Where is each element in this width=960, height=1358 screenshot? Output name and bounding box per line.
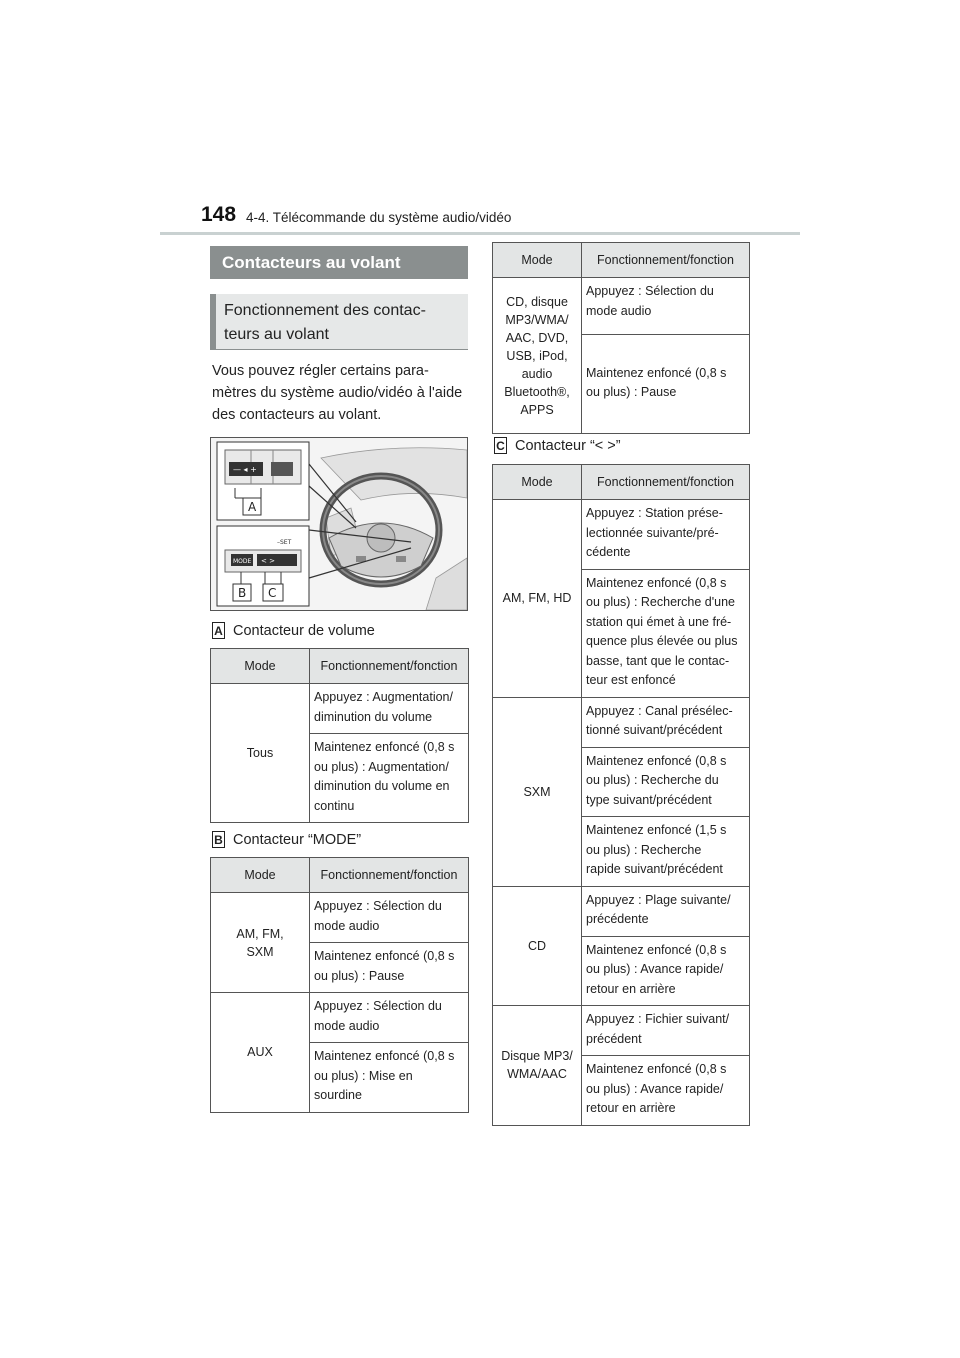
cell-line: précédente xyxy=(586,912,649,926)
cell-line: Appuyez : Sélection du xyxy=(586,284,714,298)
section-title: Contacteurs au volant xyxy=(210,246,468,279)
mode-switch-table-continued xyxy=(492,242,750,434)
cell-line: USB, iPod, xyxy=(506,348,568,363)
table-cell-mode xyxy=(493,1006,582,1126)
table-row xyxy=(211,893,469,943)
cell-line: ou plus) : Augmentation/ xyxy=(314,759,449,774)
cell-line: tionné suivant/précédent xyxy=(586,723,723,737)
table-row xyxy=(493,278,750,335)
header-rule xyxy=(160,232,800,235)
cell-line: Maintenez enfoncé (0,8 s xyxy=(314,949,455,963)
table-cell-mode xyxy=(211,893,310,993)
table-cell-function xyxy=(582,936,750,1006)
table-header-function: Fonctionnement/fonction xyxy=(582,243,750,278)
table-cell-mode xyxy=(493,278,582,434)
cell-line: Appuyez : Sélection du xyxy=(314,899,442,913)
cell-line: Maintenez enfoncé (0,8 s xyxy=(586,365,727,380)
cell-line: lectionnée suivante/pré- xyxy=(586,525,719,540)
table-cell-mode: Tous xyxy=(211,684,310,823)
mode-button-text: MODE xyxy=(233,558,252,565)
table-cell-mode xyxy=(211,993,310,1113)
steering-wheel-drawing xyxy=(211,438,467,610)
table-cell-function xyxy=(310,893,469,943)
cell-line: retour en arrière xyxy=(586,1101,676,1115)
cell-line: AUX xyxy=(247,1045,273,1060)
chapter-title: 4-4. Télécommande du système audio/vidéo xyxy=(246,210,512,225)
table-header-function: Fonctionnement/fonction xyxy=(582,465,750,500)
cell-line: CD xyxy=(527,938,547,953)
cell-line: station qui émet à une fré- xyxy=(586,614,732,629)
table-header-function: Fonctionnement/fonction xyxy=(310,649,469,684)
cell-line: cédente xyxy=(586,545,631,559)
cell-line: Appuyez : Augmentation/ xyxy=(314,690,453,704)
cell-line: audio xyxy=(521,366,553,381)
table-header-mode: Mode xyxy=(493,465,582,500)
cell-line: Appuyez : Station prése- xyxy=(586,506,723,520)
table-cell-function xyxy=(582,1006,750,1056)
caption-volume-switch: Contacteur de volume xyxy=(233,623,375,639)
table-cell-function xyxy=(310,993,469,1043)
table-cell-function xyxy=(582,500,750,570)
caption-tag-c: C xyxy=(494,437,507,454)
cell-line: ou plus) : Avance rapide/ xyxy=(586,1081,724,1096)
caption-tag-b: B xyxy=(212,831,225,848)
mode-switch-table xyxy=(210,857,469,1113)
cell-line: SXM xyxy=(246,944,274,959)
svg-text:— ◂ +: — ◂ + xyxy=(233,465,257,474)
caption-arrow-switch: Contacteur “< >” xyxy=(515,438,621,454)
cell-line: ou plus) : Pause xyxy=(314,968,405,983)
table-cell-function xyxy=(310,943,469,993)
table-header-row xyxy=(493,243,750,278)
cell-line: Maintenez enfoncé (0,8 s xyxy=(314,740,455,754)
caption-tag-a: A xyxy=(212,622,225,639)
cell-line: Disque MP3/ xyxy=(501,1049,573,1064)
cell-line: Maintenez enfoncé (0,8 s xyxy=(586,575,727,590)
cell-line: WMA/AAC xyxy=(507,1067,567,1082)
table-header-row xyxy=(211,649,469,684)
table-cell-mode xyxy=(493,886,582,1006)
subsection-title-line2: teurs au volant xyxy=(224,326,329,343)
table-cell-function xyxy=(582,697,750,747)
table-row xyxy=(493,500,750,570)
table-cell-function xyxy=(582,569,750,697)
cell-line: Maintenez enfoncé (0,8 s xyxy=(314,1049,455,1063)
figure-label-c: C xyxy=(268,586,277,600)
cell-line: mode audio xyxy=(314,918,380,933)
cell-line: basse, tant que le contac- xyxy=(586,653,730,668)
intro-line: Vous pouvez régler certains para- xyxy=(212,363,429,379)
cell-line: Maintenez enfoncé (0,8 s xyxy=(586,942,727,957)
table-row xyxy=(211,993,469,1043)
page-number: 148 xyxy=(201,203,237,226)
intro-line: des contacteurs au volant. xyxy=(212,407,382,423)
table-cell-function xyxy=(582,817,750,887)
set-button-text: –SET xyxy=(277,539,292,546)
cell-line: précédent xyxy=(586,1031,642,1046)
table-cell-function xyxy=(582,747,750,817)
cell-line: SXM xyxy=(523,784,551,799)
cell-line: Appuyez : Canal présélec- xyxy=(586,703,733,718)
table-cell-mode xyxy=(493,697,582,886)
table-cell-function xyxy=(582,886,750,936)
cell-line: mode audio xyxy=(314,1018,380,1033)
subsection-title-line1: Fonctionnement des contac- xyxy=(224,302,426,319)
figure-label-b: B xyxy=(238,586,247,600)
table-row xyxy=(493,1006,750,1056)
svg-text:< >: < > xyxy=(261,557,275,565)
table-row xyxy=(493,886,750,936)
cell-line: Appuyez : Fichier suivant/ xyxy=(586,1012,730,1026)
table-row xyxy=(493,697,750,747)
volume-switch-table xyxy=(210,648,469,823)
cell-line: diminution du volume xyxy=(314,709,433,724)
table-header-row xyxy=(493,465,750,500)
cell-line: ou plus) : Recherche du xyxy=(586,773,719,787)
intro-paragraph xyxy=(212,360,470,426)
table-header-mode: Mode xyxy=(493,243,582,278)
cell-line: AAC, DVD, xyxy=(505,330,569,345)
cell-line: Maintenez enfoncé (1,5 s xyxy=(586,823,727,837)
cell-line: retour en arrière xyxy=(586,981,676,996)
figure-label-a: A xyxy=(248,500,257,514)
cell-line: AM, FM, xyxy=(236,926,284,941)
arrow-switch-table xyxy=(492,464,750,1126)
cell-line: rapide suivant/précédent xyxy=(586,862,723,876)
table-row xyxy=(211,684,469,734)
cell-line: ou plus) : Recherche d'une xyxy=(586,595,736,609)
cell-line: Maintenez enfoncé (0,8 s xyxy=(586,1062,727,1076)
table-header-function: Fonctionnement/fonction xyxy=(310,858,469,893)
subsection-title xyxy=(210,294,468,350)
table-cell-mode xyxy=(493,500,582,698)
cell-line: Appuyez : Plage suivante/ xyxy=(586,892,731,907)
cell-line: AM, FM, HD xyxy=(502,591,572,606)
caption-mode-switch: Contacteur “MODE” xyxy=(233,832,362,848)
cell-line: APPS xyxy=(520,402,554,417)
cell-line: Bluetooth®, xyxy=(504,384,570,399)
table-cell-function xyxy=(582,1056,750,1126)
cell-line: type suivant/précédent xyxy=(586,792,712,807)
cell-line: MP3/WMA/ xyxy=(505,312,569,327)
cell-line: ou plus) : Avance rapide/ xyxy=(586,962,724,976)
cell-line: diminution du volume en xyxy=(314,779,450,793)
table-cell-function xyxy=(310,1043,469,1113)
table-cell-function xyxy=(582,335,750,434)
intro-line: mètres du système audio/vidéo à l'aide xyxy=(212,385,463,401)
cell-line: Maintenez enfoncé (0,8 s xyxy=(586,753,727,768)
cell-line: ou plus) : Recherche xyxy=(586,842,702,857)
cell-line: ou plus) : Mise en sourdine xyxy=(314,1068,413,1102)
cell-line: mode audio xyxy=(586,303,652,318)
cell-line: ou plus) : Pause xyxy=(586,385,677,399)
cell-line: teur est enfoncé xyxy=(586,673,676,687)
cell-line: Appuyez : Sélection du xyxy=(314,999,442,1013)
cell-line: quence plus élevée ou plus xyxy=(586,634,738,648)
table-header-mode: Mode xyxy=(211,858,310,893)
table-cell-function xyxy=(582,278,750,335)
cell-line: continu xyxy=(314,798,355,813)
steering-wheel-illustration xyxy=(210,437,468,611)
table-header-mode: Mode xyxy=(211,649,310,684)
cell-line: CD, disque xyxy=(506,294,568,309)
table-header-row xyxy=(211,858,469,893)
table-cell-function xyxy=(310,734,469,823)
table-cell-function xyxy=(310,684,469,734)
